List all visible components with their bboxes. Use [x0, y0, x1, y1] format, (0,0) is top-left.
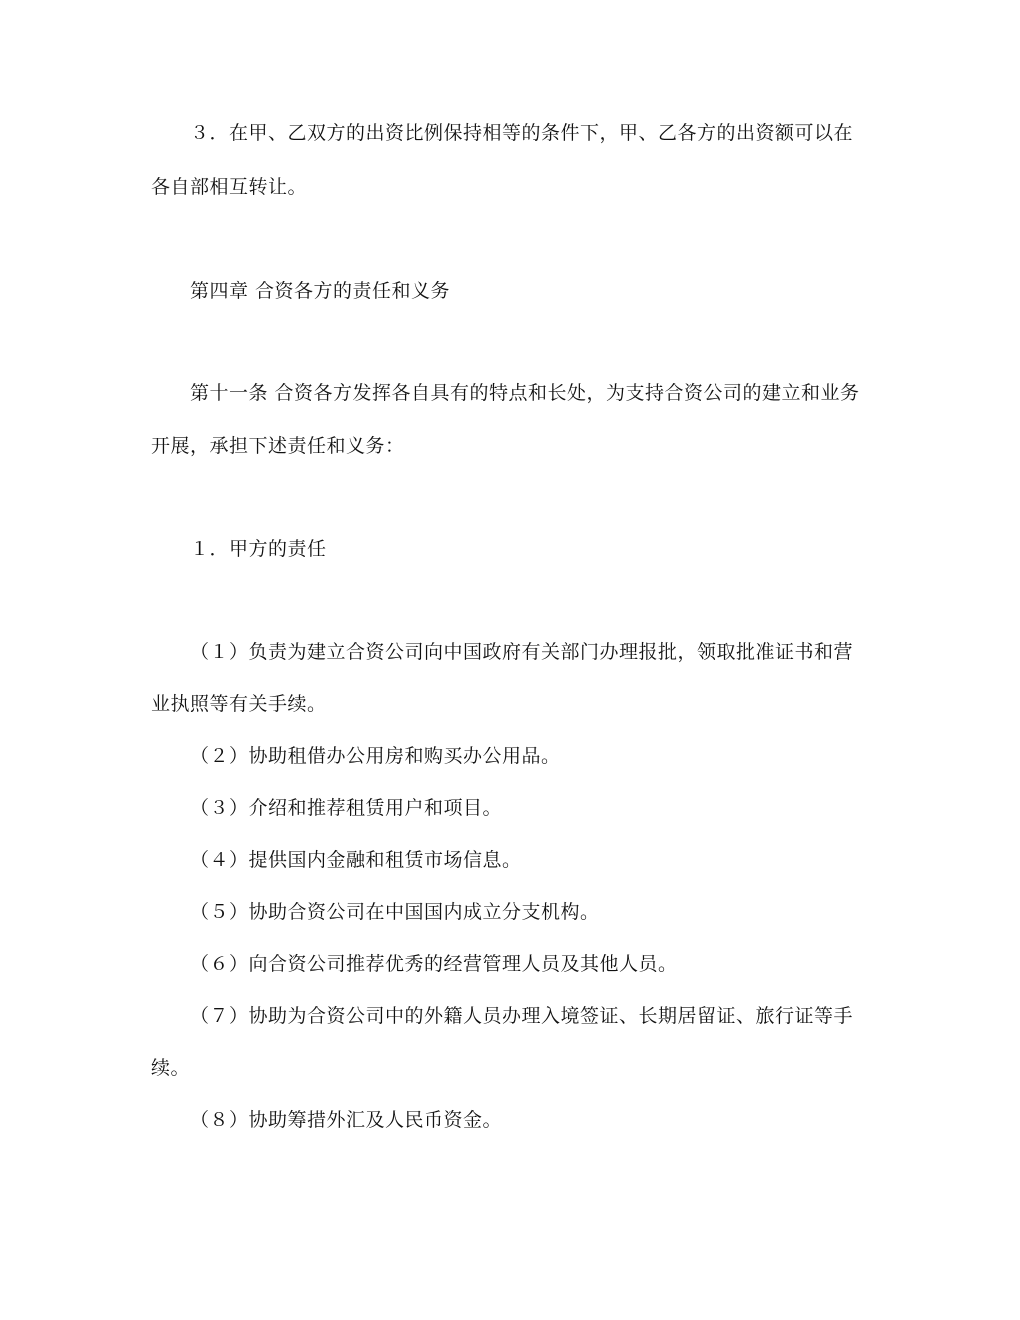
list-item-1-line-1: （１）负责为建立合资公司向中国政府有关部门办理报批，领取批准证书和营: [190, 641, 854, 663]
list-item-7-line-2: 续。: [151, 1057, 191, 1079]
list-item-4: （４）提供国内金融和租赁市场信息。: [190, 849, 522, 871]
article-11-line-1: 第十一条 合资各方发挥各自具有的特点和长处，为支持合资公司的建立和业务: [190, 382, 860, 404]
list-item-1-line-2: 业执照等有关手续。: [151, 693, 327, 715]
list-item-2: （２）协助租借办公用房和购买办公用品。: [190, 745, 561, 767]
paragraph-clause-3-line-2: 各自部相互转让。: [151, 176, 308, 198]
list-item-7-line-1: （７）协助为合资公司中的外籍人员办理入境签证、长期居留证、旅行证等手: [190, 1005, 854, 1027]
list-item-8: （８）协助筹措外汇及人民币资金。: [190, 1109, 503, 1131]
list-item-3: （３）介绍和推荐租赁用户和项目。: [190, 797, 503, 819]
list-item-6: （６）向合资公司推荐优秀的经营管理人员及其他人员。: [190, 953, 678, 975]
paragraph-clause-3-line-1: ３．在甲、乙双方的出资比例保持相等的条件下，甲、乙各方的出资额可以在: [190, 122, 854, 144]
subsection-heading: １．甲方的责任: [190, 538, 327, 560]
chapter-heading: 第四章 合资各方的责任和义务: [190, 280, 451, 302]
list-item-5: （５）协助合资公司在中国国内成立分支机构。: [190, 901, 600, 923]
article-11-line-2: 开展，承担下述责任和义务：: [151, 435, 405, 457]
